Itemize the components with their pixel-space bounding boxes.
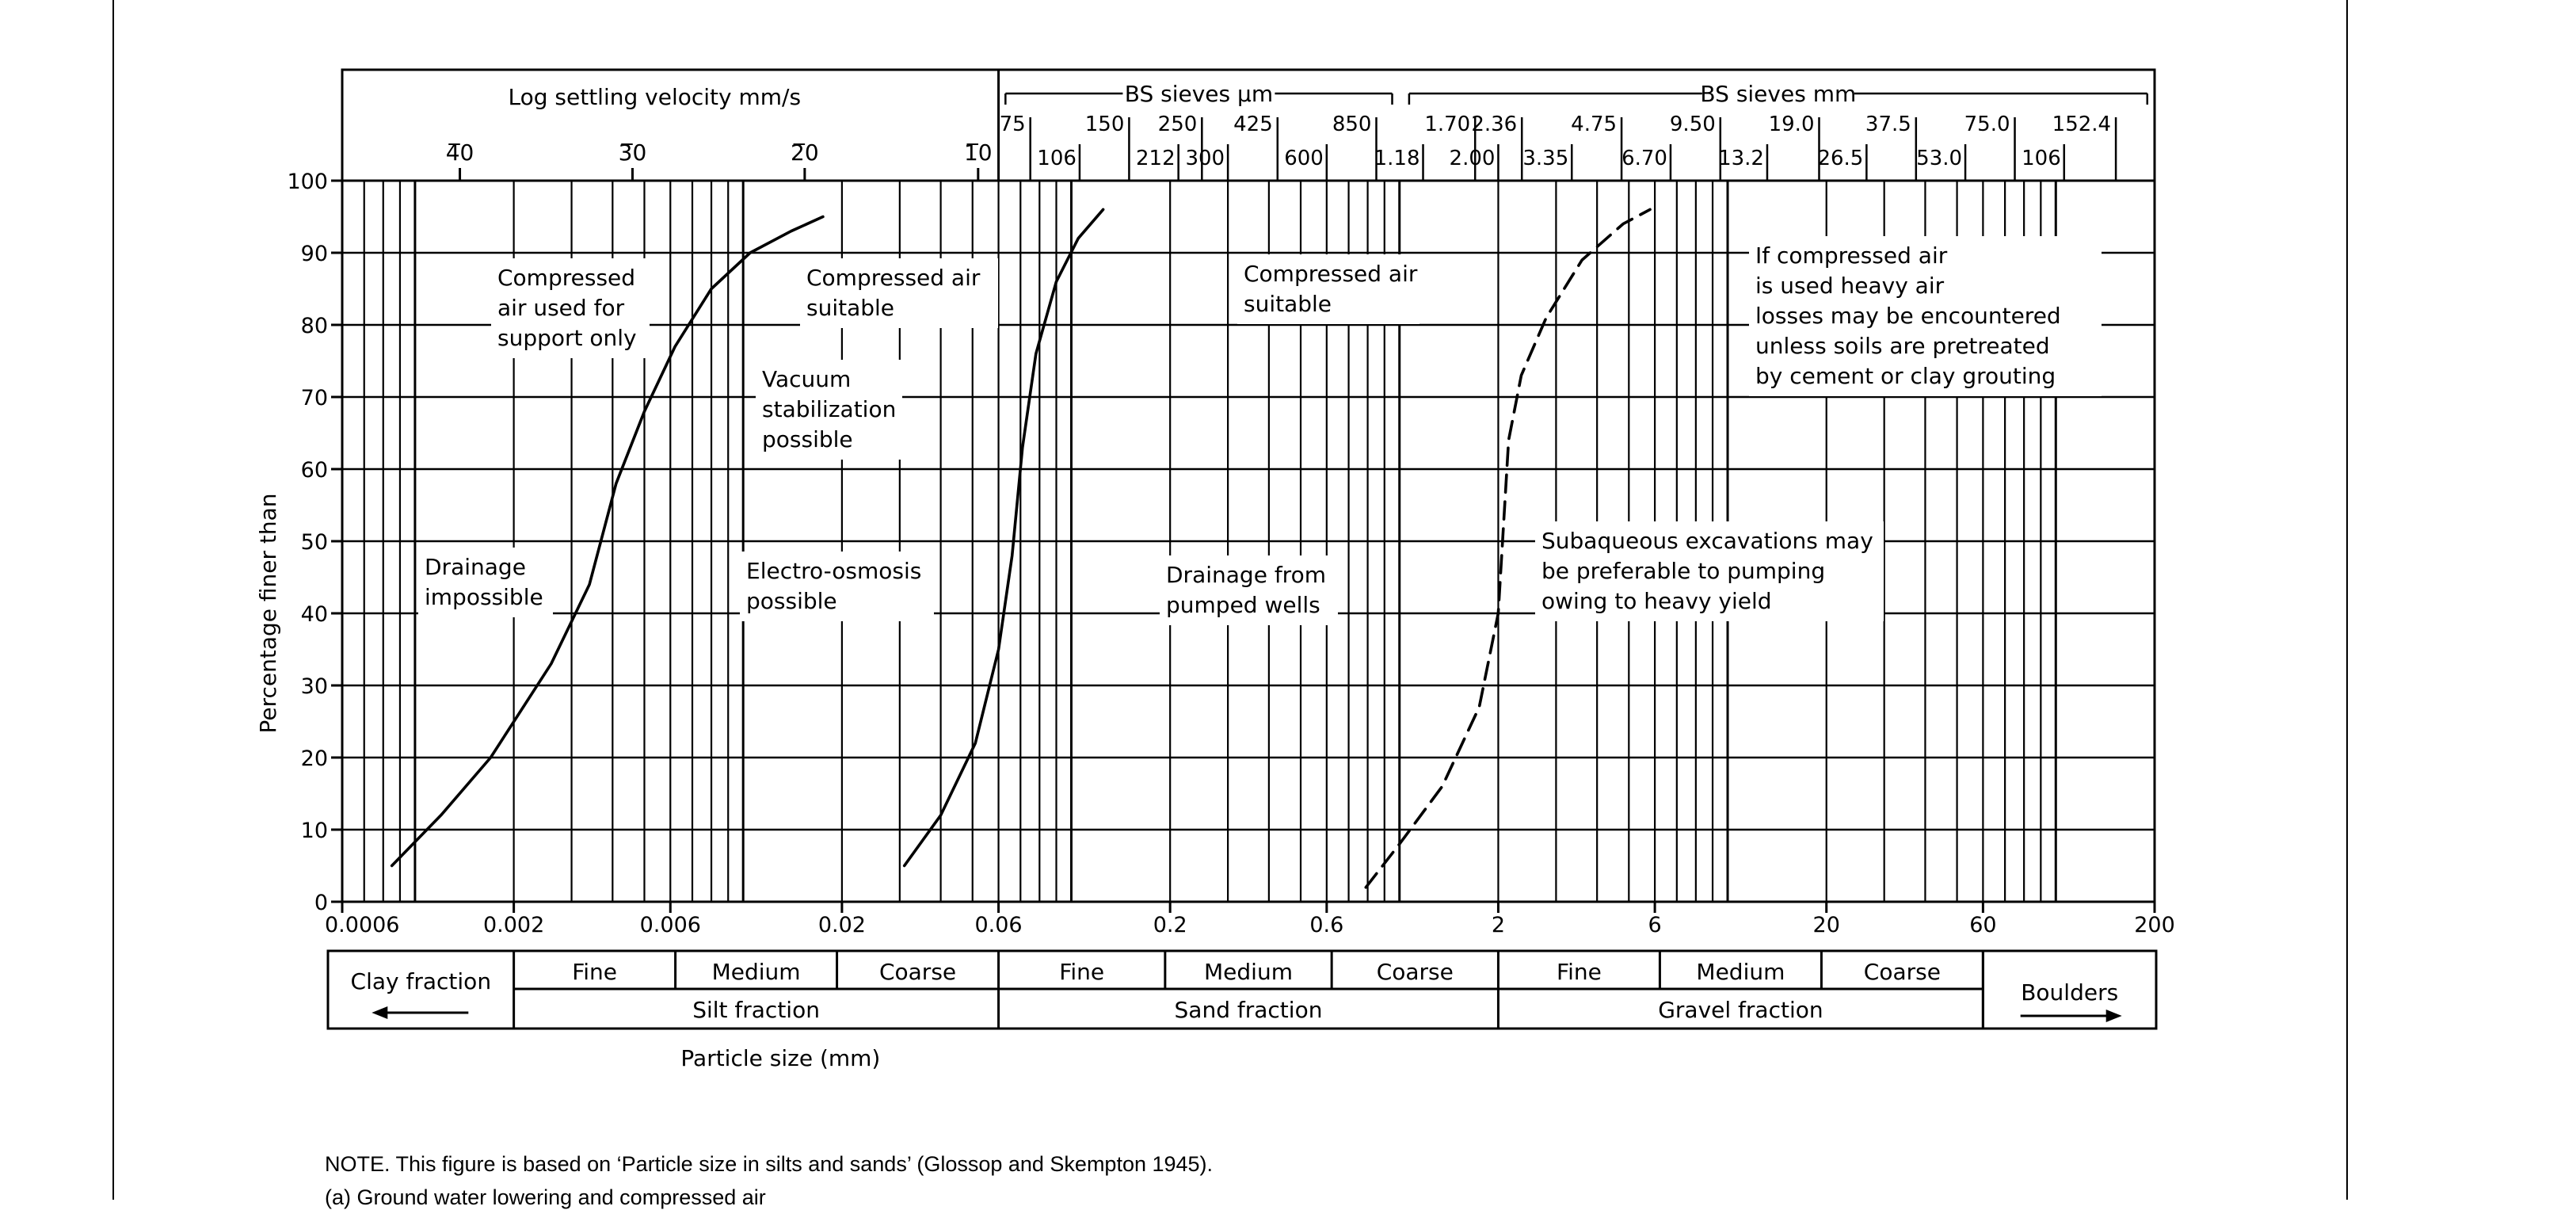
sieve-mm-upper-label: 9.50 bbox=[1669, 113, 1716, 136]
x-tick-label: 0.06 bbox=[974, 913, 1023, 937]
annotation-text: Compressed air bbox=[1244, 261, 1418, 287]
sieve-mm-upper-label: 1.70 bbox=[1424, 113, 1471, 136]
sieve-um-lower-label: 212 bbox=[1136, 147, 1176, 170]
annotation-text: owing to heavy yield bbox=[1541, 588, 1772, 614]
figure-subcaption: (a) Ground water lowering and compressed air bbox=[325, 1185, 766, 1209]
boulders-arrow-head bbox=[2106, 1010, 2122, 1022]
x-axis-label: Particle size (mm) bbox=[680, 1045, 881, 1071]
y-tick-label: 90 bbox=[300, 242, 328, 266]
annotation-text: air used for bbox=[497, 295, 625, 321]
sieve-um-upper-label: 250 bbox=[1157, 113, 1198, 136]
annotation-text: support only bbox=[497, 325, 637, 351]
sieve-mm-lower-label: 6.70 bbox=[1621, 147, 1667, 170]
sieve-um-upper-label: 75 bbox=[999, 113, 1026, 136]
annotation-text: unless soils are pretreated bbox=[1755, 333, 2050, 359]
x-tick-label: 2 bbox=[1491, 913, 1506, 937]
sieve-mm-lower-label: 3.35 bbox=[1522, 147, 1569, 170]
annotation-text: Electro-osmosis bbox=[746, 558, 922, 584]
sieve-um-lower-label: 600 bbox=[1284, 147, 1324, 170]
sieve-mm-upper-label: 19.0 bbox=[1768, 113, 1815, 136]
x-tick-label: 0.02 bbox=[817, 913, 866, 937]
annotation-text: is used heavy air bbox=[1755, 273, 1945, 299]
annotation-text: possible bbox=[762, 426, 853, 452]
settling-tick-label: 4̅0 bbox=[445, 139, 474, 166]
settling-tick-label: 3̅0 bbox=[618, 139, 647, 166]
top-axes bbox=[446, 81, 2147, 181]
annotation-text: Subaqueous excavations may bbox=[1541, 528, 1873, 554]
figure-note: NOTE. This figure is based on ‘Particle size in silts and sands’ (Glossop and Skempton 1945). bbox=[325, 1152, 1214, 1176]
settling-axis-title: Log settling velocity mm/s bbox=[508, 84, 802, 110]
x-tick-label: 0.0006 bbox=[325, 913, 400, 937]
x-tick-label: 0.002 bbox=[482, 913, 545, 937]
sieve-um-title: BS sieves μm bbox=[1124, 81, 1274, 107]
clay-arrow-head bbox=[372, 1006, 387, 1019]
sieve-mm-lower-label: 1.18 bbox=[1374, 147, 1420, 170]
y-tick-label: 100 bbox=[287, 170, 328, 194]
x-tick-label: 60 bbox=[1969, 913, 1997, 937]
annotation-text: stabilization bbox=[762, 396, 897, 422]
annotation-text: Drainage from bbox=[1166, 562, 1326, 588]
sieve-mm-upper-label: 152.4 bbox=[2052, 113, 2112, 136]
sieve-mm-lower-label: 26.5 bbox=[1817, 147, 1864, 170]
class-sub-label: Medium bbox=[1696, 959, 1785, 985]
annotation-text: Compressed bbox=[497, 265, 636, 291]
sieve-mm-upper-label: 4.75 bbox=[1571, 113, 1618, 136]
annotation-text: Vacuum bbox=[762, 366, 852, 392]
x-tick-label: 20 bbox=[1812, 913, 1840, 937]
class-sub-label: Fine bbox=[1059, 959, 1105, 985]
x-tick-label: 200 bbox=[2134, 913, 2175, 937]
y-axis-label: Percentage finer than bbox=[255, 493, 281, 734]
x-tick-label: 0.6 bbox=[1309, 913, 1344, 937]
sieve-um-lower-label: 300 bbox=[1185, 147, 1225, 170]
class-sub-label: Coarse bbox=[878, 959, 957, 985]
annotation-text: Drainage bbox=[425, 554, 526, 580]
class-sub-label: Coarse bbox=[1863, 959, 1941, 985]
annotation-text: Compressed air bbox=[806, 265, 981, 291]
sieve-um-lower-label: 106 bbox=[1037, 147, 1077, 170]
annotation-text: suitable bbox=[1244, 291, 1332, 317]
y-tick-label: 60 bbox=[300, 458, 328, 483]
x-tick-label: 0.006 bbox=[639, 913, 701, 937]
class-sub-label: Medium bbox=[1204, 959, 1293, 985]
classification-table bbox=[328, 951, 2156, 1029]
annotation-text: possible bbox=[746, 588, 837, 614]
class-group-label: Sand fraction bbox=[1174, 997, 1323, 1023]
class-group-label: Silt fraction bbox=[692, 997, 820, 1023]
sieve-um-upper-label: 150 bbox=[1084, 113, 1125, 136]
sieve-mm-lower-label: 13.2 bbox=[1718, 147, 1764, 170]
annotation-text: by cement or clay grouting bbox=[1755, 363, 2056, 389]
sieve-um-upper-label: 850 bbox=[1332, 113, 1372, 136]
sieve-mm-lower-label: 53.0 bbox=[1916, 147, 1963, 170]
annotation-text: be preferable to pumping bbox=[1541, 558, 1826, 584]
class-sub-label: Medium bbox=[711, 959, 801, 985]
settling-tick-label: 2̅0 bbox=[791, 139, 819, 166]
sieve-mm-upper-label: 2.36 bbox=[1471, 113, 1518, 136]
annotation-text: impossible bbox=[425, 584, 543, 610]
class-sub-label: Fine bbox=[572, 959, 618, 985]
class-sub-label: Coarse bbox=[1376, 959, 1454, 985]
sieve-mm-upper-label: 75.0 bbox=[1964, 113, 2010, 136]
annotation-text: suitable bbox=[806, 295, 895, 321]
class-clay-label: Clay fraction bbox=[350, 968, 492, 994]
y-tick-label: 30 bbox=[300, 674, 328, 699]
x-tick-label: 0.2 bbox=[1153, 913, 1187, 937]
annotation-text: If compressed air bbox=[1755, 242, 1948, 269]
y-tick-label: 50 bbox=[300, 530, 328, 555]
y-tick-label: 40 bbox=[300, 602, 328, 627]
x-tick-label: 6 bbox=[1648, 913, 1662, 937]
class-boulders-label: Boulders bbox=[2021, 979, 2119, 1006]
settling-tick-label: 1̅0 bbox=[963, 139, 993, 166]
y-tick-label: 0 bbox=[314, 891, 328, 915]
y-tick-label: 70 bbox=[300, 386, 328, 410]
class-group-label: Gravel fraction bbox=[1658, 997, 1823, 1023]
sieve-mm-upper-label: 37.5 bbox=[1865, 113, 1911, 136]
sieve-mm-lower-label: 2.00 bbox=[1449, 147, 1496, 170]
y-tick-label: 80 bbox=[300, 314, 328, 338]
y-tick-label: 20 bbox=[300, 746, 328, 771]
annotation-text: losses may be encountered bbox=[1755, 303, 2061, 329]
class-sub-label: Fine bbox=[1557, 959, 1602, 985]
y-tick-label: 10 bbox=[300, 819, 328, 843]
annotation-text: pumped wells bbox=[1166, 592, 1320, 618]
sieve-mm-lower-label: 106 bbox=[2022, 147, 2061, 170]
sieve-um-upper-label: 425 bbox=[1233, 113, 1273, 136]
sieve-mm-title: BS sieves mm bbox=[1700, 81, 1857, 107]
